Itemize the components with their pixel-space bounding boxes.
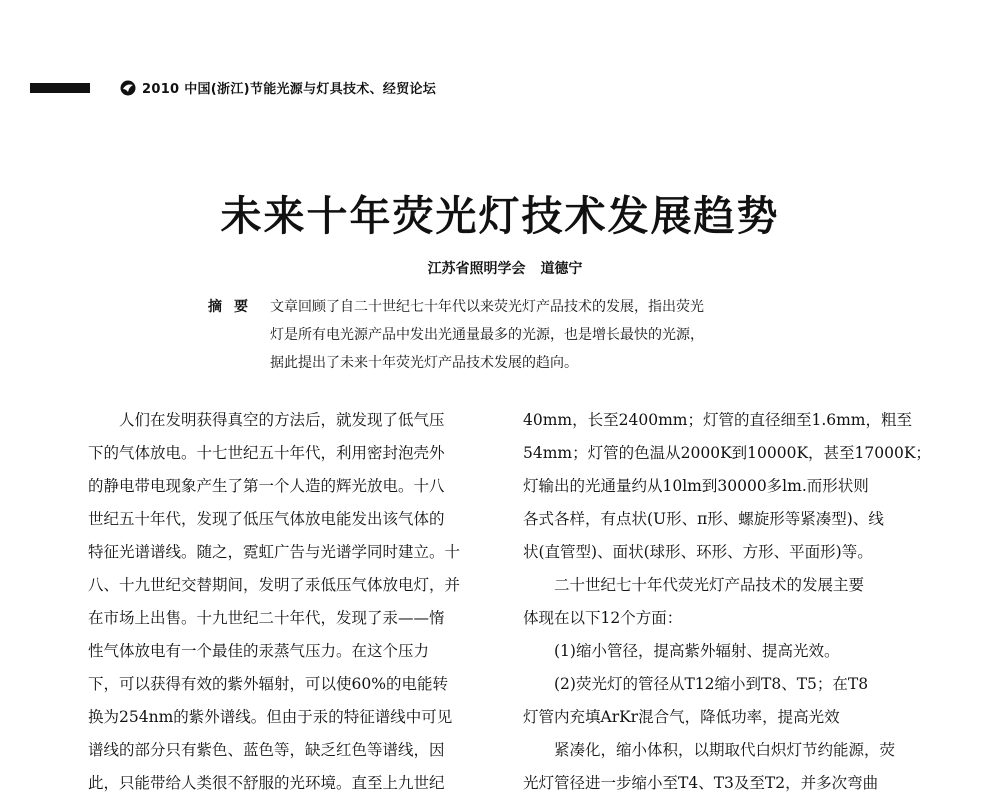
body-line: 灯管内充填ArKr混合气，降低功率，提高光效 [523, 708, 840, 726]
body-line: 下的气体放电。十七世纪五十年代，利用密封泡壳外 [88, 444, 445, 462]
body-line: 人们在发明获得真空的方法后，就发现了低气压 [88, 411, 445, 429]
author-name: 道德宁 [540, 261, 583, 277]
body-line: 40mm，长至2400mm；灯管的直径细至1.6mm，粗至 [523, 411, 913, 429]
body-line: 光灯管径进一步缩小至T4、T3及至T2，并多次弯曲 [523, 774, 879, 792]
abstract-line: 灯是所有电光源产品中发出光通量最多的光源，也是增长最快的光源， [270, 327, 704, 343]
author-organization: 江苏省照明学会 [427, 261, 526, 277]
body-line: 世纪五十年代，发现了低压气体放电能发出该气体的 [88, 510, 445, 528]
abstract-line: 文章回顾了自二十世纪七十年代以来荧光灯产品技术的发展，指出荧光 [270, 299, 704, 315]
body-line: 状(直管型)、面状(球形、环形、方形、平面形)等。 [523, 543, 873, 561]
body-line: 各式各样，有点状(U形、π形、螺旋形等紧凑型)、线 [523, 510, 884, 528]
body-line: 换为254nm的紫外谱线。但由于汞的特征谱线中可见 [88, 708, 453, 726]
body-line: 54mm；灯管的色温从2000K到10000K，甚至17000K； [523, 444, 931, 462]
abstract-body [270, 293, 830, 377]
body-line: 特征光谱谱线。随之，霓虹广告与光谱学同时建立。十 [88, 543, 461, 561]
body-line: 紧凑化，缩小体积，以期取代白炽灯节约能源，荧 [523, 741, 896, 759]
body-line: 性气体放电有一个最佳的汞蒸气压力。在这个压力 [88, 642, 430, 660]
conference-logo-icon [120, 80, 136, 96]
header-text: 2010 中国(浙江)节能光源与灯具技术、经贸论坛 [142, 82, 437, 97]
body-line: 此，只能带给人类很不舒服的光环境。直至上九世纪 [88, 774, 445, 792]
abstract [208, 293, 848, 377]
abstract-line: 据此提出了未来十年荧光灯产品技术发展的趋向。 [270, 355, 578, 371]
running-header [30, 78, 436, 97]
body-line: 下，可以获得有效的紫外辐射，可以使60%的电能转 [88, 675, 448, 693]
body-line: 二十世纪七十年代荧光灯产品技术的发展主要 [523, 576, 865, 594]
body-line: 体现在以下12个方面： [523, 609, 683, 627]
body-line: 八、十九世纪交替期间，发明了汞低压气体放电灯，并 [88, 576, 461, 594]
body-column-left [88, 404, 498, 800]
abstract-label: 摘要 [208, 299, 260, 315]
body-line: (1)缩小管径，提高紫外辐射、提高光效。 [523, 642, 840, 660]
body-line: (2)荧光灯的管径从T12缩小到T8、T5；在T8 [523, 675, 869, 693]
byline [0, 258, 1000, 278]
article-title: 未来十年荧光灯技术发展趋势 [220, 192, 780, 240]
body-column-right [523, 404, 931, 800]
body-line: 谱线的部分只有紫色、蓝色等，缺乏红色等谱线，因 [88, 741, 445, 759]
body-line: 灯输出的光通量约从10lm到30000多lm.而形状则 [523, 477, 869, 495]
header-bar [30, 83, 90, 93]
body-line: 在市场上出售。十九世纪二十年代，发现了汞——惰 [88, 609, 445, 627]
body-line: 的静电带电现象产生了第一个人造的辉光放电。十八 [88, 477, 445, 495]
